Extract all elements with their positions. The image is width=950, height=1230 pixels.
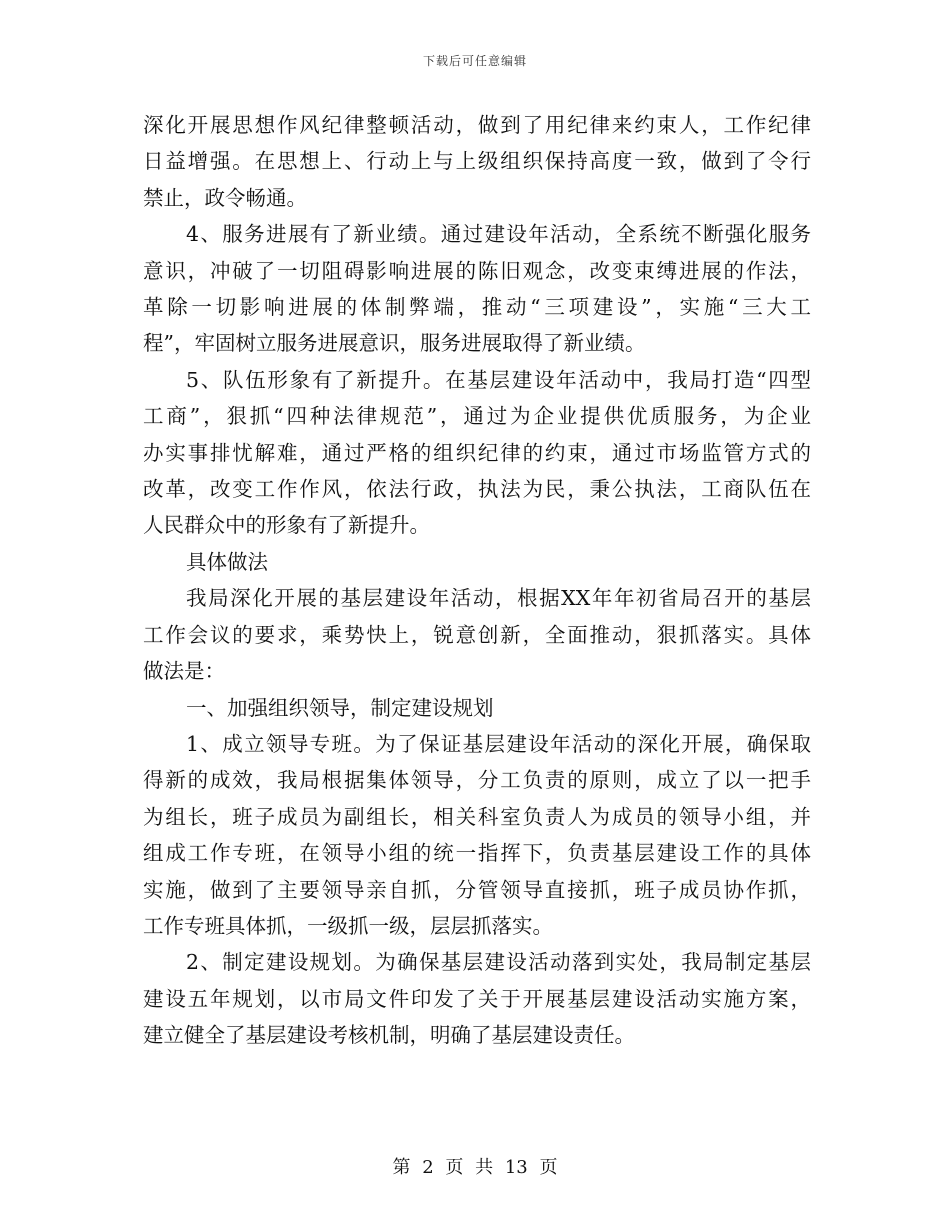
paragraph <box>143 726 811 944</box>
text-line: 1、成立领导专班。为了保证基层建设年活动的深化开展，确保取 <box>186 731 811 756</box>
text-line: 日益增强。在思想上、行动上与上级组织保持高度一致，做到了令行 <box>143 149 811 174</box>
text-line: 实施，做到了主要领导亲自抓，分管领导直接抓，班子成员协作抓， <box>143 877 811 902</box>
text-line: 5、队伍形象有了新提升。在基层建设年活动中，我局打造“四型 <box>186 367 811 392</box>
section-heading <box>143 690 811 726</box>
text-line: 禁止，政令畅通。 <box>143 185 307 210</box>
section-heading <box>143 544 811 580</box>
paragraph <box>143 580 811 689</box>
text-line: 得新的成效，我局根据集体领导，分工负责的原则，成立了以一把手 <box>143 768 811 793</box>
page-header-note: 下载后可任意编辑 <box>422 54 527 68</box>
text-line: 建设五年规划，以市局文件印发了关于开展基层建设活动实施方案， <box>143 986 811 1011</box>
text-line: 工商”，狠抓“四种法律规范”，通过为企业提供优质服务，为企业 <box>143 404 811 429</box>
text-line: 2、制定建设规划。为确保基层建设活动落到实处，我局制定基层 <box>186 950 811 975</box>
text-line: 4、服务进展有了新业绩。通过建设年活动，全系统不断强化服务 <box>186 222 811 247</box>
text-line: 革除一切影响进展的体制弊端，推动“三项建设”，实施“三大工 <box>143 295 811 320</box>
document-body <box>143 107 811 1054</box>
text-line: 人民群众中的形象有了新提升。 <box>143 513 430 538</box>
text-line: 深化开展思想作风纪律整顿活动，做到了用纪律来约束人，工作纪律 <box>143 113 811 137</box>
text-line: 工作专班具体抓，一级抓一级，层层抓落实。 <box>143 913 553 938</box>
text-line: 为组长，班子成员为副组长，相关科室负责人为成员的领导小组，并 <box>143 804 811 829</box>
page-number: 第 2 页 共 13 页 <box>392 1157 558 1178</box>
text-line: 意识，冲破了一切阻碍影响进展的陈旧观念，改变束缚进展的作法， <box>143 258 811 283</box>
paragraph <box>143 944 811 1053</box>
text-line: 改革，改变工作作风，依法行政，执法为民，秉公执法，工商队伍在 <box>143 477 811 502</box>
text-line: 建立健全了基层建设考核机制，明确了基层建设责任。 <box>143 1023 635 1048</box>
paragraph <box>143 362 811 544</box>
text-line: 工作会议的要求，乘势快上，锐意创新，全面推动，狠抓落实。具体 <box>143 622 811 647</box>
text-line: 办实事排忧解难，通过严格的组织纪律的约束，通过市场监管方式的 <box>143 440 811 465</box>
text-line: 我局深化开展的基层建设年活动，根据XX年年初省局召开的基层 <box>186 586 811 611</box>
text-line: 组成工作专班，在领导小组的统一指挥下，负责基层建设工作的具体 <box>143 841 811 866</box>
text-line: 具体做法 <box>186 549 268 574</box>
text-line: 一、加强组织领导，制定建设规划 <box>186 695 494 720</box>
text-line: 做法是： <box>143 659 225 684</box>
paragraph <box>143 107 811 216</box>
paragraph <box>143 216 811 362</box>
text-line: 程”，牢固树立服务进展意识，服务进展取得了新业绩。 <box>143 331 646 356</box>
